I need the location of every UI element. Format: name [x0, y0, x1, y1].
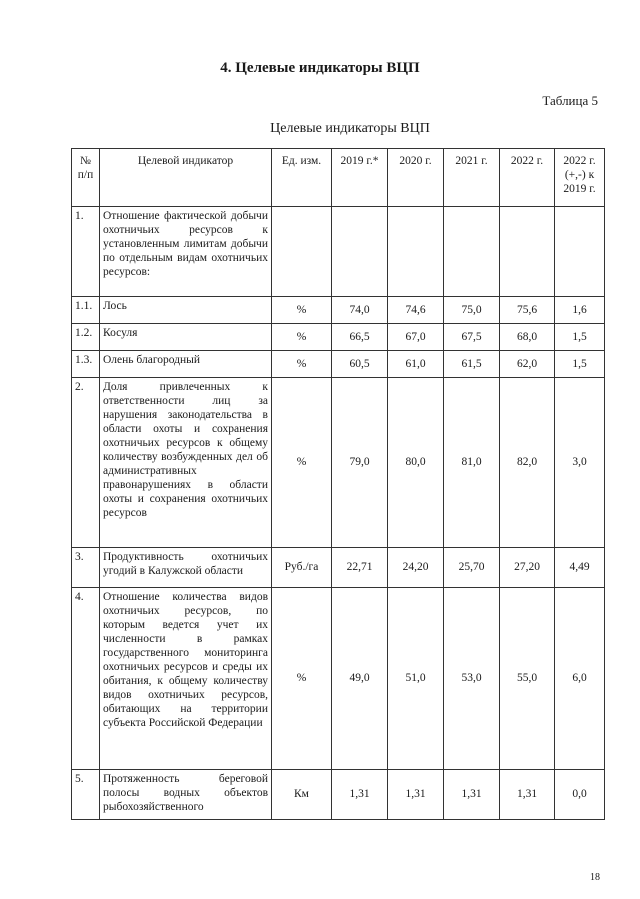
value-delta: 0,0 — [555, 770, 605, 820]
unit-cell: % — [272, 588, 332, 770]
unit-cell: Км — [272, 770, 332, 820]
value-2019 — [332, 207, 388, 297]
row-number: 2. — [72, 378, 100, 548]
page-number: 18 — [590, 872, 600, 883]
unit-cell: % — [272, 324, 332, 351]
unit-cell — [272, 207, 332, 297]
row-number: 1.3. — [72, 351, 100, 378]
value-delta: 1,6 — [555, 297, 605, 324]
column-header: Целевой индикатор — [100, 149, 272, 207]
value-delta: 4,49 — [555, 548, 605, 588]
table-row — [72, 297, 605, 324]
unit-cell: % — [272, 351, 332, 378]
table-row — [72, 770, 605, 820]
table-number: Таблица 5 — [542, 93, 598, 108]
value-2020: 61,0 — [388, 351, 444, 378]
indicator-name: Доля привлеченных к ответственности лиц за нарушения законодательства в области охоты и сохранения охотничьих ресурсов к общему количеству возбужденных дел об административных правонарушениях в области охоты и сохранения охотничьих ресурсов — [100, 378, 272, 548]
row-number: 5. — [72, 770, 100, 820]
value-2022: 82,0 — [500, 378, 555, 548]
column-header: 2020 г. — [388, 149, 444, 207]
table-row — [72, 378, 605, 548]
unit-cell: Руб./га — [272, 548, 332, 588]
value-2022: 68,0 — [500, 324, 555, 351]
unit-cell: % — [272, 378, 332, 548]
value-2019: 22,71 — [332, 548, 388, 588]
column-header: 2019 г.* — [332, 149, 388, 207]
value-delta: 1,5 — [555, 351, 605, 378]
indicators-table — [71, 148, 605, 820]
indicator-name: Лось — [100, 297, 272, 324]
indicator-name: Отношение количества видов охотничьих ресурсов, по которым ведется учет их численности в рамках государственного мониторинга охотничьих ресурсов и среды их обитания, к общему количеству видов охотничьих ресурсов, обитающих на территории субъекта Российской Федерации — [100, 588, 272, 770]
table-row — [72, 324, 605, 351]
value-2021: 1,31 — [444, 770, 500, 820]
value-2019: 1,31 — [332, 770, 388, 820]
value-2022: 62,0 — [500, 351, 555, 378]
value-2020: 1,31 — [388, 770, 444, 820]
value-2020: 74,6 — [388, 297, 444, 324]
table-row — [72, 548, 605, 588]
value-2019: 74,0 — [332, 297, 388, 324]
section-heading: 4. Целевые индикаторы ВЦП — [220, 60, 420, 76]
indicator-name: Протяженность береговой полосы водных объектов рыбохозяйственного — [100, 770, 272, 820]
indicator-name: Отношение фактической добычи охотничьих ресурсов к установленным лимитам добычи по отдельным видам охотничьих ресурсов: — [100, 207, 272, 297]
column-header: 2021 г. — [444, 149, 500, 207]
row-number: 1.2. — [72, 324, 100, 351]
value-delta: 1,5 — [555, 324, 605, 351]
value-2019: 66,5 — [332, 324, 388, 351]
column-header: 2022 г. (+,-) к 2019 г. — [555, 149, 605, 207]
table-row — [72, 207, 605, 297]
indicator-name: Продуктивность охотничьих угодий в Калужской области — [100, 548, 272, 588]
value-2021: 25,70 — [444, 548, 500, 588]
value-2019: 79,0 — [332, 378, 388, 548]
value-delta — [555, 207, 605, 297]
unit-cell: % — [272, 297, 332, 324]
value-2019: 60,5 — [332, 351, 388, 378]
table-caption: Целевые индикаторы ВЦП — [270, 121, 430, 136]
value-2020: 24,20 — [388, 548, 444, 588]
value-2021: 53,0 — [444, 588, 500, 770]
indicator-name: Косуля — [100, 324, 272, 351]
value-2021 — [444, 207, 500, 297]
row-number: 1.1. — [72, 297, 100, 324]
value-2022: 1,31 — [500, 770, 555, 820]
value-2021: 67,5 — [444, 324, 500, 351]
indicator-name: Олень благородный — [100, 351, 272, 378]
value-delta: 3,0 — [555, 378, 605, 548]
value-2020: 67,0 — [388, 324, 444, 351]
value-2022: 55,0 — [500, 588, 555, 770]
column-header: Ед. изм. — [272, 149, 332, 207]
value-2022: 75,6 — [500, 297, 555, 324]
table-row — [72, 351, 605, 378]
row-number: 1. — [72, 207, 100, 297]
value-2020 — [388, 207, 444, 297]
value-delta: 6,0 — [555, 588, 605, 770]
value-2020: 51,0 — [388, 588, 444, 770]
column-header: 2022 г. — [500, 149, 555, 207]
value-2022 — [500, 207, 555, 297]
table-header-row — [72, 149, 605, 207]
value-2019: 49,0 — [332, 588, 388, 770]
value-2020: 80,0 — [388, 378, 444, 548]
table-row — [72, 588, 605, 770]
row-number: 3. — [72, 548, 100, 588]
value-2021: 75,0 — [444, 297, 500, 324]
value-2021: 81,0 — [444, 378, 500, 548]
row-number: 4. — [72, 588, 100, 770]
value-2021: 61,5 — [444, 351, 500, 378]
value-2022: 27,20 — [500, 548, 555, 588]
column-header: № п/п — [72, 149, 100, 207]
